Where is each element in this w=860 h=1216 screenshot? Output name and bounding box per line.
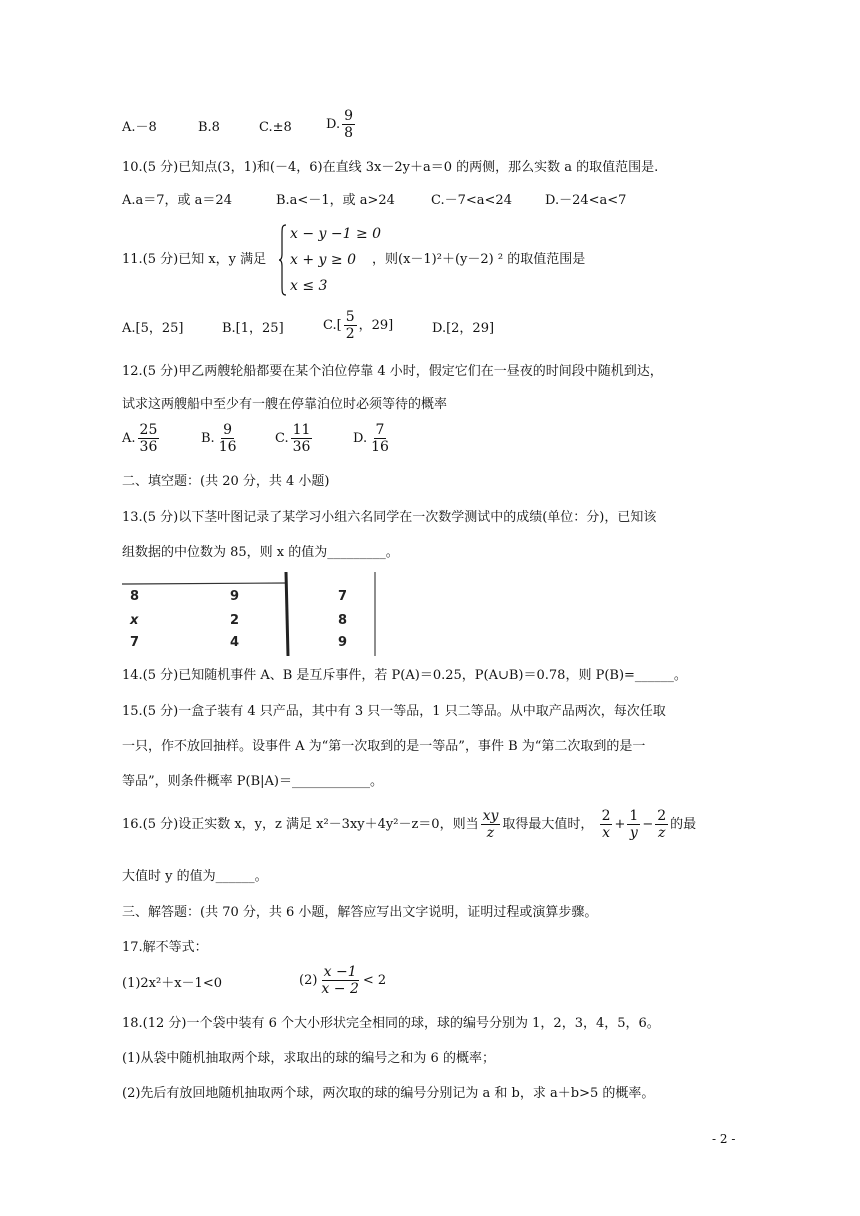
q11-option-d: D.[2，29]: [432, 321, 495, 336]
q9-option-a: A.－8: [122, 120, 157, 135]
fraction-denominator: z: [657, 825, 666, 841]
fraction-denominator: 8: [344, 125, 354, 141]
q12-stem-line-2: 试求这两艘船中至少有一艘在停靠泊位时必须等待的概率: [122, 397, 448, 412]
fraction-numerator: 11: [292, 422, 311, 438]
q17-part-2: (2) $\frac{x -1}{x - 2}$ < 2: [299, 964, 387, 997]
stemplot-left-leaf: 7: [130, 635, 140, 650]
fraction-numerator: x −1: [323, 964, 357, 980]
q12-option-a: A. $\frac{25}{36}$: [122, 422, 158, 455]
q9-option-d: D. $\frac{9}{8}$: [326, 108, 354, 141]
page-number: - 2 -: [712, 1132, 736, 1146]
fraction-numerator: xy: [482, 808, 499, 824]
q11-constraint-3: x ≤ 3: [290, 278, 328, 294]
q11-stem-right: ，则(x－1)²＋(y－2) ² 的取值范围是: [372, 252, 586, 267]
q11-stem-left: 11.(5 分)已知 x，y 满足: [122, 252, 267, 267]
q9-option-b: B.8: [198, 120, 220, 135]
q18-part-2: (2)先后有放回地随机抽取两个球，两次取的球的编号分别记为 a 和 b，求 a＋b>5 的概率。: [122, 1086, 655, 1101]
q12-option-d: D. $\frac{7}{16}$: [353, 422, 389, 455]
q17-stem: 17.解不等式：: [122, 940, 208, 955]
q13-stem-line-2: 组数据的中位数为 85，则 x 的值为_________。: [122, 545, 399, 560]
q13-stem-line-1: 13.(5 分)以下茎叶图记录了某学习小组六名同学在一次数学测试中的成绩(单位：分)，已知该: [122, 510, 657, 525]
fraction-numerator: 5: [345, 309, 355, 325]
fraction-numerator: 2: [657, 808, 667, 824]
stemplot-left-leaf: x: [130, 613, 139, 628]
q12-stem-line-1: 12.(5 分)甲乙两艘轮船都要在某个泊位停靠 4 小时，假定它们在一昼夜的时间段中随机到达，: [122, 364, 663, 379]
q18-part-1: (1)从袋中随机抽取两个球，求取出的球的编号之和为 6 的概率；: [122, 1051, 495, 1066]
fraction-denominator: 36: [292, 439, 311, 455]
fraction-numerator: 1: [629, 808, 639, 824]
q14-stem: 14.(5 分)已知随机事件 A、B 是互斥事件，若 P(A)＝0.25，P(A∪B)＝0.78，则 P(B)=______。: [122, 668, 687, 683]
q11-option-c: C.[ $\frac{5}{2}$ ，29]: [323, 309, 394, 342]
q15-stem-line-1: 15.(5 分)一盒子装有 4 只产品，其中有 3 只一等品，1 只二等品。从中取产品两次，每次任取: [122, 704, 666, 719]
system-brace: [279, 224, 287, 296]
fraction-denominator: 36: [139, 439, 158, 455]
q11-constraint-1: x − y −1 ≥ 0: [290, 226, 382, 242]
stemplot-stem: 9: [230, 589, 240, 604]
fraction-denominator: x − 2: [321, 981, 359, 997]
fraction-denominator: 16: [371, 439, 389, 455]
fraction-denominator: x: [602, 825, 610, 841]
stemplot-left-leaf: 8: [130, 589, 140, 604]
stemplot-right-leaf: 7: [338, 589, 348, 604]
stemplot-stem: 4: [230, 635, 240, 650]
q11-option-b: B.[1，25]: [222, 321, 284, 336]
fraction-denominator: y: [629, 825, 638, 841]
fraction-numerator: 7: [375, 422, 385, 438]
q10-option-b: B.a<－1，或 a>24: [276, 193, 395, 208]
q10-stem: 10.(5 分)已知点(3，1)和(－4，6)在直线 3x－2y＋a＝0 的两侧，那么实数 a 的取值范围是.: [122, 160, 659, 175]
fraction-numerator: 2: [601, 808, 611, 824]
q18-stem-line-1: 18.(12 分)一个袋中装有 6 个大小形状完全相同的球，球的编号分别为 1，2，3，4，5，6。: [122, 1016, 660, 1031]
fraction-denominator: 16: [218, 439, 237, 455]
fraction-numerator: 9: [223, 422, 233, 438]
q10-option-c: C.－7<a<24: [431, 193, 512, 208]
q11-constraint-2: x + y ≥ 0: [290, 252, 356, 268]
q11-option-a: A.[5，25]: [122, 321, 184, 336]
q12-option-b: B. $\frac{9}{16}$: [201, 422, 237, 455]
section-heading-solutions: 三、解答题：(共 70 分，共 6 小题，解答应写出文字说明，证明过程或演算步骤。: [122, 905, 598, 920]
fraction-numerator: 25: [139, 422, 158, 438]
q10-option-a: A.a＝7，或 a＝24: [122, 193, 232, 208]
q16-stem-line-1: 16.(5 分)设正实数 x，y，z 满足 x²－3xy＋4y²－z＝0，则当 $\frac{xy}{z}$ 取得最大值时， $\frac{2}{x}$ + $\frac{1}{y}$ − $\frac{2}{z}$ 的最: [122, 808, 697, 841]
q15-stem-line-2: 一只，作不放回抽样。设事件 A 为“第一次取到的是一等品”，事件 B 为“第二次取到的是一: [122, 739, 646, 754]
stemplot-stem: 2: [230, 613, 240, 628]
fraction-numerator: 9: [344, 108, 354, 124]
q15-stem-line-3: 等品”，则条件概率 P(B|A)＝____________。: [122, 774, 383, 789]
q9-option-c: C.±8: [259, 120, 292, 135]
fraction-denominator: z: [486, 825, 495, 841]
q17-part-1: (1)2x²＋x－1<0: [122, 976, 222, 991]
stemplot-right-leaf: 9: [338, 635, 348, 650]
q16-stem-line-2: 大值时 y 的值为______。: [122, 869, 268, 884]
q10-option-d: D.－24<a<7: [545, 193, 627, 208]
stem-and-leaf-plot: [122, 572, 376, 656]
fraction-denominator: 2: [345, 326, 355, 342]
stemplot-right-leaf: 8: [338, 613, 348, 628]
q12-option-c: C. $\frac{11}{36}$: [275, 422, 311, 455]
section-heading-fill-in: 二、填空题：(共 20 分，共 4 小题): [122, 474, 330, 489]
